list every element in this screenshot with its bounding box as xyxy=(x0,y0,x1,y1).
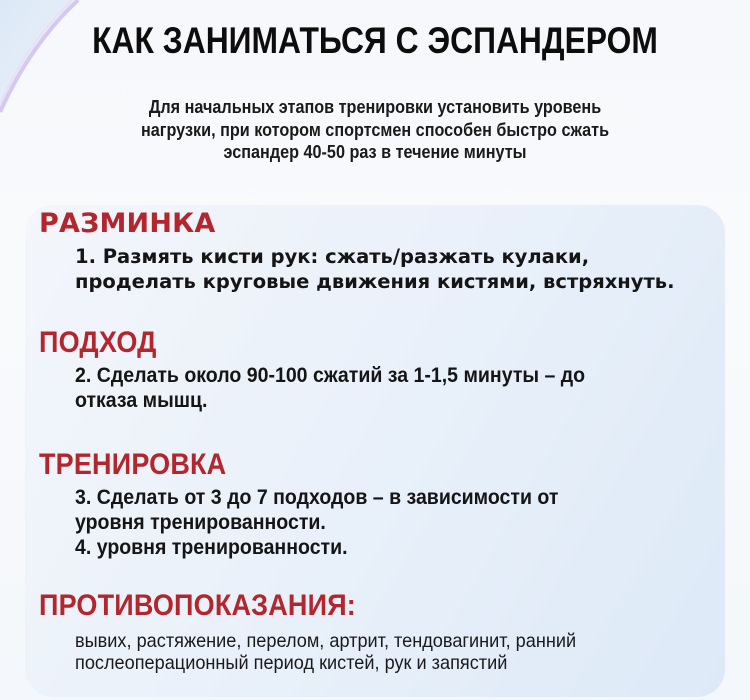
section-line: проделать круговые движения кистями, встряхнуть. xyxy=(75,270,675,293)
section-heading: ТРЕНИРОВКА xyxy=(39,448,227,481)
section-approach xyxy=(39,327,730,413)
intro-text xyxy=(74,96,677,164)
section-heading: РАЗМИНКА xyxy=(39,208,216,239)
section-line: послеоперационный период кистей, рук и запястий xyxy=(75,652,508,674)
section-line: 2. Сделать около 90-100 сжатий за 1-1,5 минуты – до xyxy=(75,364,586,387)
section-body xyxy=(75,630,684,674)
section-line: 1. Размять кисти рук: сжать/разжать кулаки, xyxy=(75,245,590,268)
intro-line: Для начальных этапов тренировки установить уровень xyxy=(148,97,602,117)
section-training xyxy=(39,449,730,560)
page-title: КАК ЗАНИМАТЬСЯ С ЭСПАНДЕРОМ xyxy=(92,20,658,61)
intro-line: эспандер 40-50 раз в течение минуты xyxy=(223,142,527,162)
section-line: 3. Сделать от 3 до 7 подходов – в зависимости от xyxy=(75,486,559,509)
section-body xyxy=(75,363,684,413)
section-line: отказа мышц. xyxy=(75,389,208,412)
section-heading: ПОДХОД xyxy=(39,326,157,359)
section-heading: ПРОТИВОПОКАЗАНИЯ: xyxy=(39,589,356,622)
section-contraindications xyxy=(39,590,730,674)
section-line: уровня тренированности. xyxy=(75,511,326,534)
intro-line: нагрузки, при котором спортсмен способен быстро сжать xyxy=(140,119,610,140)
section-body xyxy=(75,485,684,560)
section-line: 4. уровня тренированности. xyxy=(75,536,348,559)
section-warmup xyxy=(39,208,730,294)
section-body xyxy=(75,244,730,294)
section-line: вывих, растяжение, перелом, артрит, тендовагинит, ранний xyxy=(75,630,577,652)
